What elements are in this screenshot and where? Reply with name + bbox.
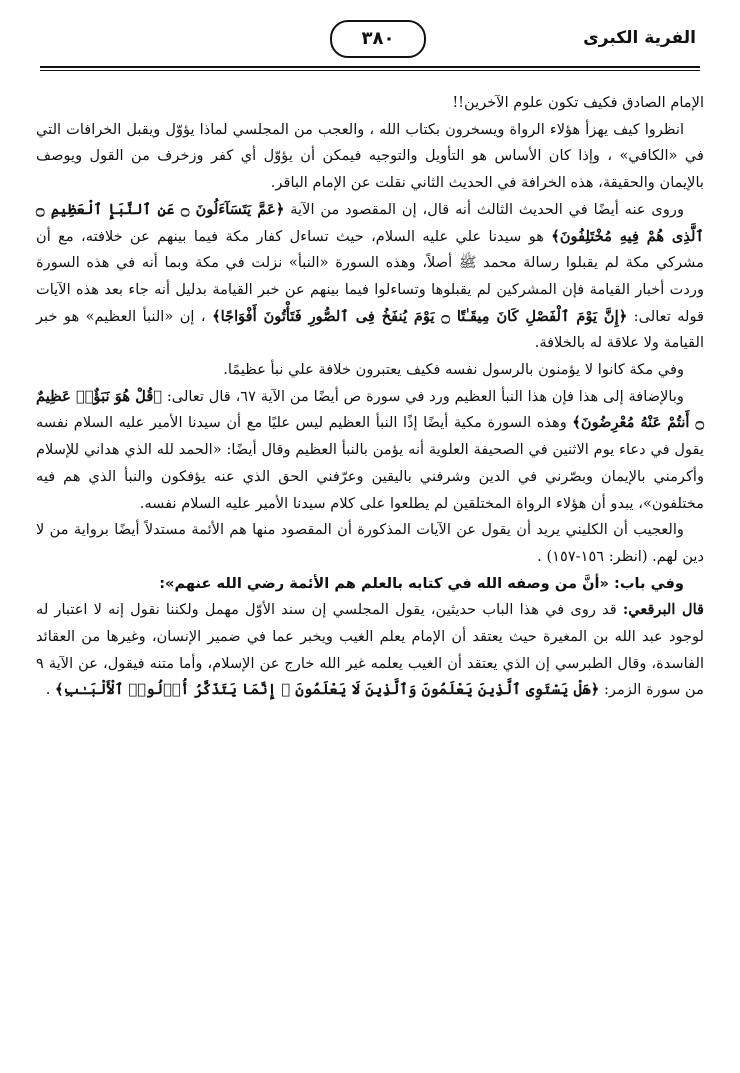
page-header bbox=[40, 20, 700, 72]
quran-verse-naba-2: ﴿إِنَّ يَوْمَ ٱلْفَصْلِ كَانَ مِيقَـٰتًا ۝ يَوْمَ يُنفَخُ فِى ٱلصُّورِ فَتَأْتُونَ أَفْوَاجًا﴾ bbox=[212, 307, 628, 325]
paragraph-5 bbox=[36, 384, 704, 518]
quran-verse-naba-1: ﴿عَمَّ يَتَسَآءَلُونَ ۝ عَنِ ٱلنَّبَإِ ٱلْعَظِيمِ ۝ ٱلَّذِى هُمْ فِيهِ مُخْتَلِفُونَ﴾ bbox=[36, 200, 704, 245]
paragraph-3-text-a: وروى عنه أيضًا في الحديث الثالث أنه قال، إن المقصود من الآية bbox=[284, 200, 684, 218]
paragraph-3 bbox=[36, 197, 704, 357]
paragraph-8-end: . bbox=[45, 681, 55, 699]
quran-verse-sad: ﴿قُلْ هُوَ نَبَؤٌا۟ عَظِيمٌ ۝ أَنتُمْ عَنْهُ مُعْرِضُونَ﴾ bbox=[36, 387, 704, 432]
paragraph-4: وفي مكة كانوا لا يؤمنون بالرسول نفسه فكيف يعتبرون خلافة علي نبأ عظيمًا. bbox=[223, 361, 684, 379]
paragraph-8 bbox=[36, 597, 704, 704]
paragraph-8-text: قد روى في هذا الباب حديثين، يقول المجلسي إن سند الأوّل مهمل ولكننا نقول إنه لا اعتبار له لوجود عبد الله بن المغيرة حيث يعتقد أن الإمام يعلم الغيب ويخبر عما في ضمير الإنسان، وغيرها من العقائد الفاسدة، وقال الطبرسي إن الذي يعتقد أن الغيب يعلمه غير الله خارج عن الإسلام، وأما متنه فيقول، عن الآية ٩ من سورة الزمر: bbox=[36, 601, 704, 699]
page-number: ٣٨٠ bbox=[330, 20, 426, 58]
paragraph-2: انظروا كيف يهزأ هؤلاء الرواة ويسخرون بكتاب الله ، والعجب من المجلسي لماذا يؤوّل ويقبل الخرافات التي في «الكافي» ، وإذا كان الأساس هو التأويل والتوجيه فيمكن أن يؤوّل أي كفر وزخرف من القول ويوصف بالإيمان والحقيقة، هذه الخرافة في الحديث الثاني نقلت عن الإمام الباقر. bbox=[36, 120, 704, 192]
body-text bbox=[36, 90, 704, 704]
paragraph-1: الإمام الصادق فكيف تكون علوم الآخرين!! bbox=[452, 94, 704, 111]
chapter-heading: وفي باب: «أنَّ من وصفه الله في كتابه بالعلم هم الأئمة رضي الله عنهم»: bbox=[159, 574, 684, 592]
author-label: قال البرقعي: bbox=[622, 601, 704, 619]
paragraph-5-text-a: وبالإضافة إلى هذا فإن هذا النبأ العظيم ورد في سورة ص أيضًا من الآية ٦٧، قال تعالى: bbox=[162, 387, 684, 405]
paragraph-5-text-b: وهذه السورة مكية أيضًا إذًا النبأ العظيم ليس عليًا مع أن سيدنا الأمير عليه السلام نفسه يقول في دعاء يوم الاثنين في الصحيفة العلوية أنه يؤمن بالنبأ العظيم وقال أيضًا: «الحمد لله الذي هداني للإسلام وأكرمني بالإيمان وبصّرني في الدين وشرفني باليقين وعرّفني الحق الذي عنه يؤفكون والنبأ الذي هم فيه مختلفون»، يبدو أن هؤلاء الرواة المختلقين لم يطلعوا على كلام سيدنا الأمير عليه السلام نفسه. bbox=[36, 414, 704, 512]
header-rule bbox=[40, 66, 700, 71]
quran-verse-zumar: ﴿هَلْ يَسْتَوِى ٱلَّذِينَ يَعْلَمُونَ وَٱلَّذِينَ لَا يَعْلَمُونَ ۗ إِنَّمَا يَتَذَكَّرُ أُو۟لُوا۟ ٱلْأَلْبَـٰبِ﴾ bbox=[55, 681, 600, 699]
paragraph-6: والعجيب أن الكليني يريد أن يقول عن الآيات المذكورة أن المقصود منها هم الأئمة مستدلاً أيضًا برواية من لا دين لهم. (انظر: ١٥٦-١٥٧) . bbox=[36, 521, 704, 565]
paragraph-3-text-c: ، إن «النبأ العظيم» هو خبر القيامة ولا علاقة له بالخلافة. bbox=[36, 307, 704, 352]
paragraph-3-text-b: هو سيدنا علي عليه السلام، حيث تساءل كفار مكة فيما بينهم عن خلافته، مع أن مشركي مكة لم يقبلوا رسالة محمد ﷺ أصلاً، وهذه السورة «النبأ» نزلت في مكة وبما أنه في هذه السورة وردت أخبار القيامة فإن المشركين لم يقبلوها وتساءلوا فيما بينهم عن خبر القيامة بدليل أنه جاء بعد هذه الآيات قوله تعالى: bbox=[36, 227, 704, 325]
running-title: الفرية الكبرى bbox=[583, 28, 696, 48]
